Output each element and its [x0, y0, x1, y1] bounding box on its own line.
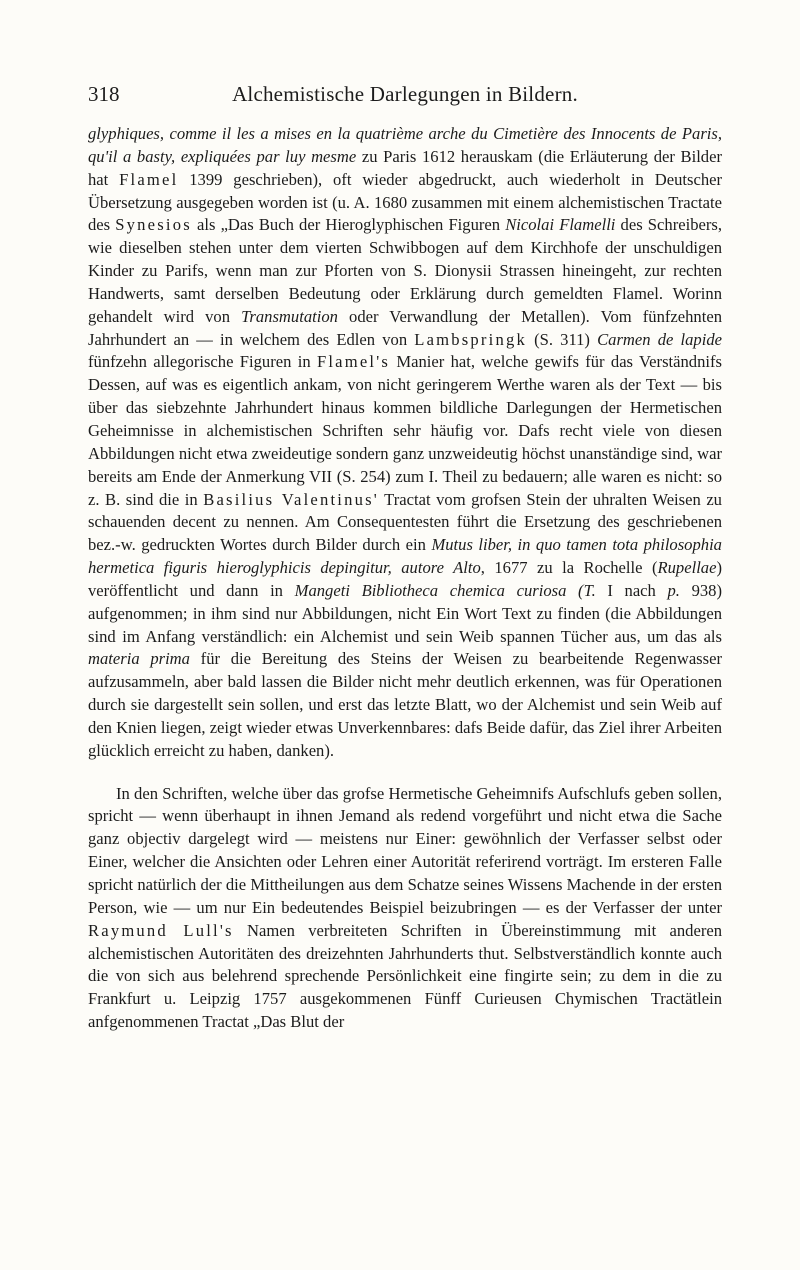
italic-text: p. [667, 580, 680, 600]
italic-text: Mangeti Bibliotheca chemica curiosa (T. [294, 580, 596, 600]
paragraph-1 [88, 123, 722, 763]
running-title: Alchemistische Darlegungen in Bildern. [232, 82, 578, 106]
spaced-name: Flamel [119, 169, 179, 189]
text-run: 1399 geschrieben), oft wieder abgedruckt, auch wiederholt in Deutscher Übersetzung ausgegeben worden ist (u. A. 1680 zusammen mit einem alchemistischen Tractate des [88, 169, 723, 235]
italic-text: Mutus liber, in quo tamen tota philosophia hermetica figuris hieroglyphicis depingitur, autore Alto [88, 535, 722, 578]
italic-text: Transmutation [241, 306, 338, 326]
italic-text: Carmen de lapide [597, 329, 722, 349]
italic-text: glyphiques, comme il les a mises en la quatrième arche du Cimetière des Innocents de Paris, qu'il a basty, expliquées par luy mesme [88, 124, 722, 166]
italic-text: Nicolai Flamelli [505, 215, 616, 235]
paragraph-2 [88, 783, 722, 1034]
spaced-name: Basilius Valentinus' [203, 489, 379, 509]
text-run: des Schreibers, wie dieselben stehen unter dem vierten Schwibbogen auf dem Kirchhofe der unschuldigen Kinder zu Parifs, wenn man zur Pforten von S. Dionysii Strassen hineingeht, zur rechten Handwerts, samt derselben Bedeutung oder Erklärung durch gemeldten Flamel. Worinn gehandelt wird von [88, 215, 722, 326]
text-run: In den Schriften, welche über das grofse Hermetische Geheimnifs Aufschlufs geben sollen, spricht — wenn überhaupt in ihnen Jemand als redend vorgeführt und nicht etwa die Sache ganz objectiv dargelegt wird — meistens nur Einer: gewöhnlich der Verfasser selbst oder Einer, welcher die Ansichten oder Lehren einer Autorität referirend vorträgt. Im ersteren Falle spricht natürlich der die Mittheilungen aus dem Schatze seines Wissens Machende in der ersten Person, wie — um nur Ein bedeutendes Beispiel beizubringen — es der Verfasser der unter [88, 783, 722, 917]
page-number: 318 [88, 82, 120, 106]
spaced-name: Lambspringk [414, 329, 527, 349]
body-text [88, 123, 722, 1034]
italic-text: materia prima [88, 649, 190, 669]
text-run: (S. 311) [526, 329, 598, 349]
text-run: für die Bereitung des Steins der Weisen zu bearbeitende Regenwasser aufzusammeln, aber bald lassen die Bilder nicht mehr deutlich erkennen, was für Operationen durch sie dargestellt sein sollen, und erst das letzte Blatt, wo der Alchemist und sein Weib auf den Knien liegen, zeigt wieder etwas Unverkennbares: dafs Beide dafür, das Ziel ihrer Arbeiten glücklich erreicht zu haben, danken). [88, 649, 722, 760]
text-run: zu Paris 1612 herauskam (die Erläuterung der Bilder hat [88, 146, 722, 189]
text-run: , 1677 zu la Rochelle ( [480, 558, 658, 578]
text-run: oder Verwandlung der Metallen). Vom fünfzehnten Jahrhundert an — in welchem des Edlen von [88, 306, 722, 349]
text-run: als „Das Buch der Hieroglyphischen Figuren [191, 215, 506, 235]
spaced-name: Raymund Lull's [88, 920, 234, 940]
spaced-name: Synesios [115, 215, 192, 235]
text-run: ) veröffentlicht und dann in [88, 558, 722, 600]
text-run: Manier hat, welche gewifs für das Verständnifs Dessen, auf was es eigentlich ankam, von nicht geringerem Werthe waren als der Text — bis über das siebzehnte Jahrhundert hinaus kommen bildliche Darlegungen der Hermetischen Geheimnisse in alchemistischen Schriften sehr häufig vor. Dafs recht viele von diesen Abbildungen nicht etwa zweideutige sondern ganz unzweideutig höchst unanständige sind, war bereits am Ende der Anmerkung VII (S. 254) zum I. Theil zu bedauern; alle waren es nicht: so z. B. sind die in [88, 352, 722, 509]
text-run: 938) aufgenommen; in ihm sind nur Abbildungen, nicht Ein Wort Text zu finden (die Abbildungen sind im Anfang verständlich: ein Alchemist und sein Weib spannen Tücher aus, um das als [88, 580, 723, 646]
text-run: fünfzehn allegorische Figuren in [88, 352, 317, 372]
italic-text: Rupellae [657, 558, 717, 578]
text-run: I nach [595, 580, 668, 600]
spaced-name: Flamel's [316, 352, 391, 372]
text-run: Namen verbreiteten Schriften in Übereinstimmung mit anderen alchemistischen Autoritäten des dreizehnten Jahrhunderts thut. Selbstverständlich konnte auch die von sich aus belehrend sprechende Persönlichkeit eine fingirte sein; zu dem in die zu Frankfurt u. Leipzig 1757 ausgekommenen Fünff Curieusen Chymischen Tractätlein anfgenommenen Tractat „Das Blut der [88, 920, 723, 1032]
page-header [88, 80, 722, 108]
text-run: Tractat vom grofsen Stein der uhralten Weisen zu schauenden decent zu nennen. Am Consequentesten führt die Ersetzung des geschriebenen bez.-w. gedruckten Wortes durch Bilder durch ein [88, 489, 722, 555]
